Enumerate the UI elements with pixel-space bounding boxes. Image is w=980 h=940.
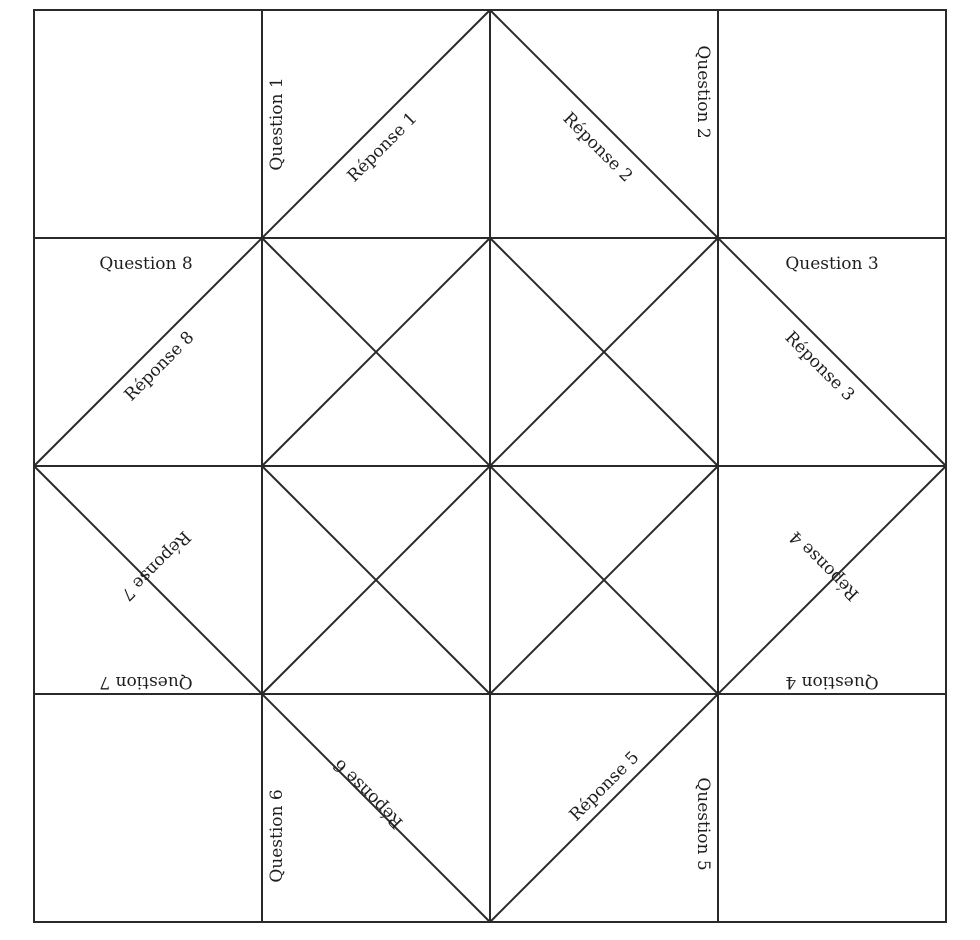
answer-6-label: Réponse 6 bbox=[329, 754, 408, 833]
question-1-label: Question 1 bbox=[267, 77, 287, 171]
answer-7-label: Réponse 7 bbox=[116, 526, 195, 605]
question-4-label: Question 4 bbox=[785, 672, 879, 692]
answer-5-label: Réponse 5 bbox=[565, 747, 644, 826]
answer-2-label: Réponse 2 bbox=[558, 108, 637, 187]
answer-4-label: Réponse 4 bbox=[785, 526, 864, 605]
answer-1-label: Réponse 1 bbox=[343, 108, 422, 187]
answer-8-label: Réponse 8 bbox=[120, 327, 199, 406]
question-3-label: Question 3 bbox=[785, 254, 879, 274]
answer-3-label: Réponse 3 bbox=[780, 327, 859, 406]
question-6-label: Question 6 bbox=[267, 789, 287, 883]
question-5-label: Question 5 bbox=[693, 777, 713, 871]
question-2-label: Question 2 bbox=[693, 45, 713, 139]
question-8-label: Question 8 bbox=[99, 254, 193, 274]
question-7-label: Question 7 bbox=[99, 672, 193, 692]
